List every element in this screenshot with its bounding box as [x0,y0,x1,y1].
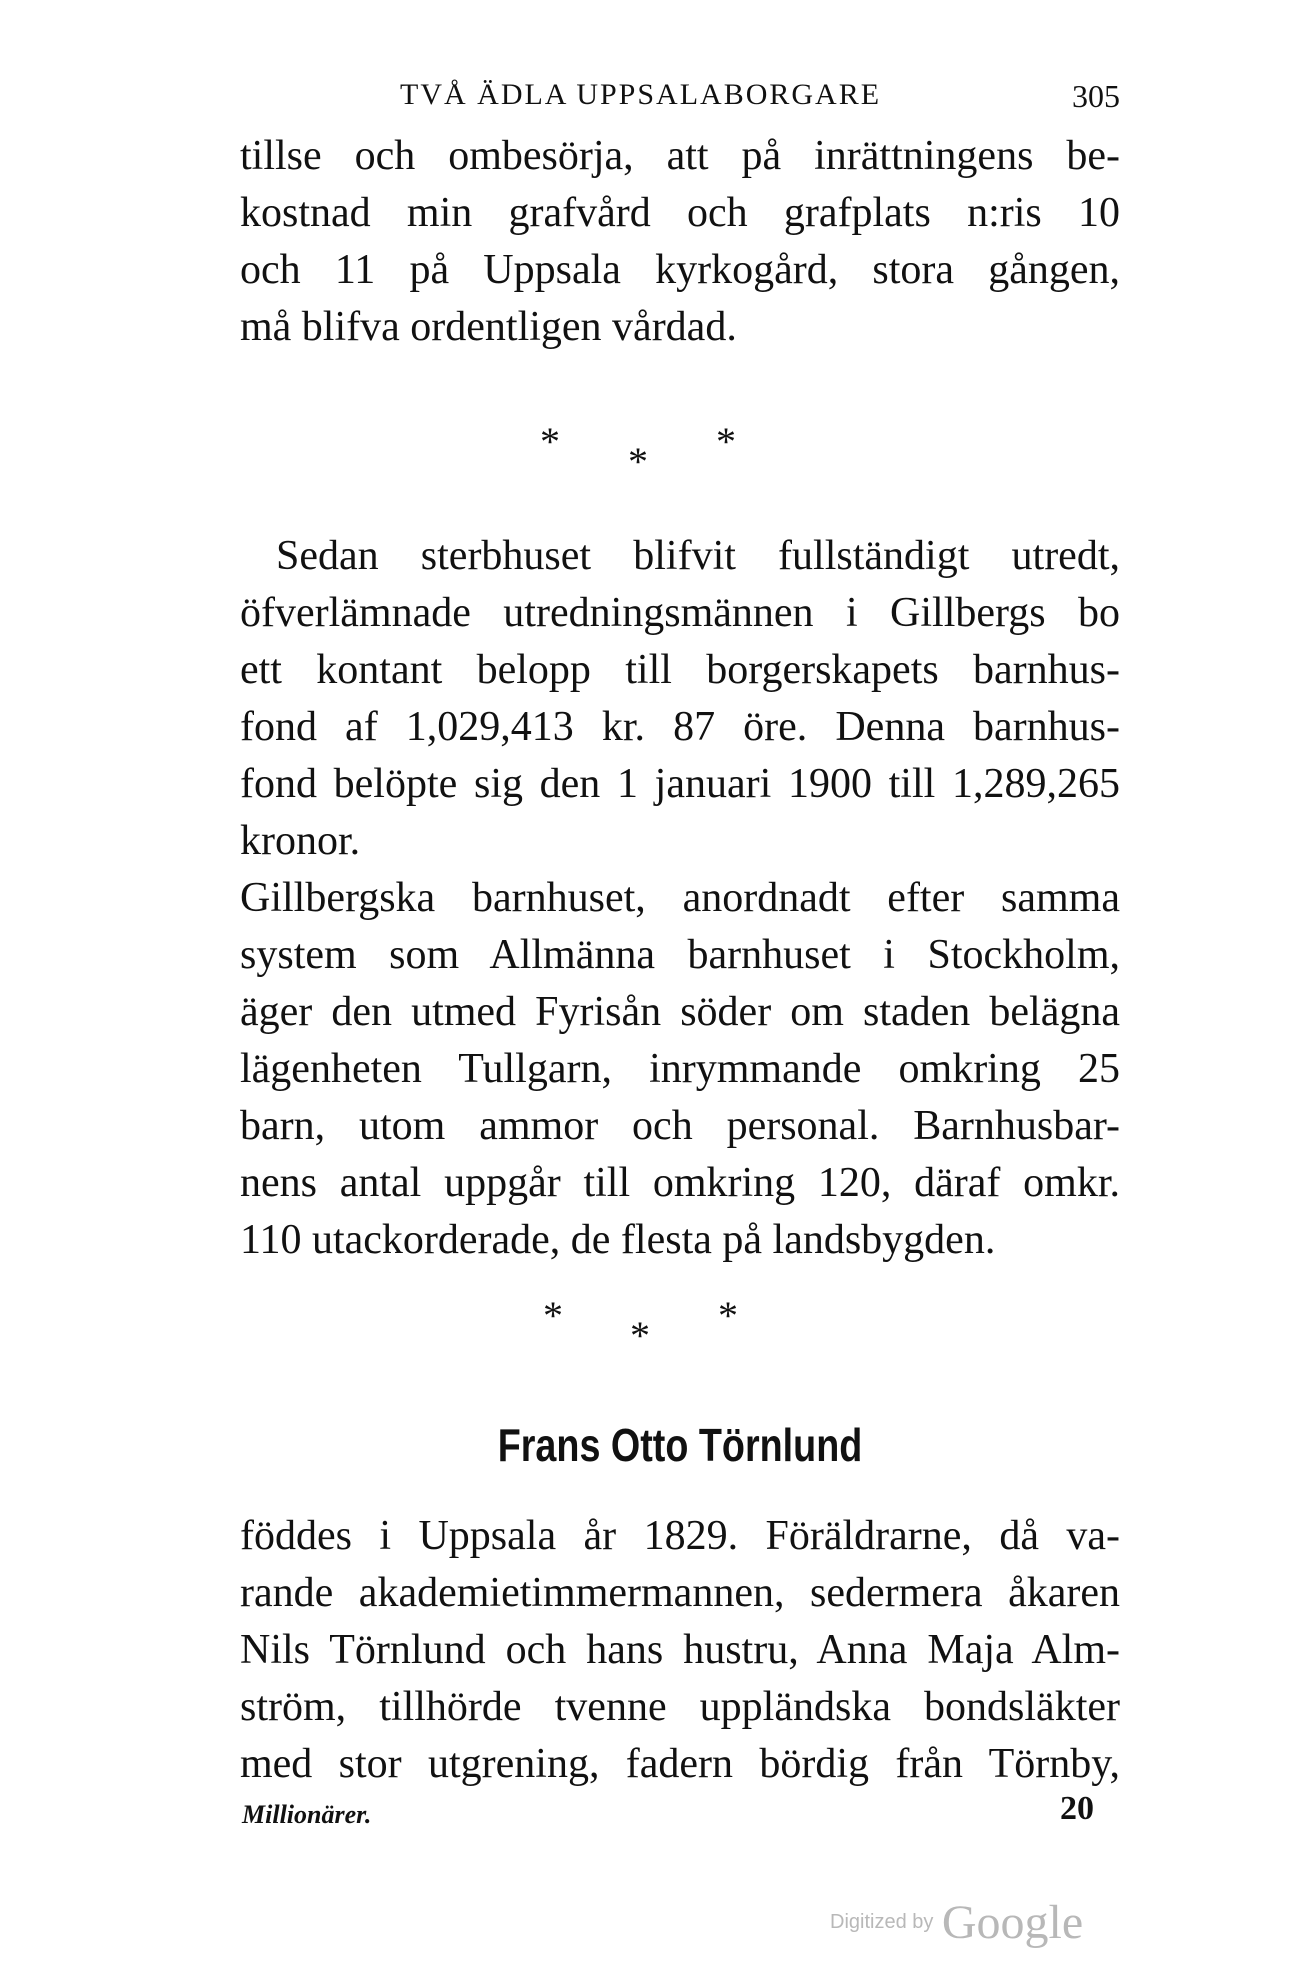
paragraph-3 [240,870,1120,1269]
text-line: äger den utmed Fyrisån söder om staden belägna [240,989,1120,1035]
text-line: Sedan sterbhuset blifvit fullständigt utredt, [276,533,1120,579]
text-line: 110 utackorderade, de flesta på landsbygden. [240,1217,996,1263]
text-line: föddes i Uppsala år 1829. Föräldrarne, då va- [240,1513,1120,1559]
page-number: 305 [1072,78,1120,114]
text-line: fond af 1,029,413 kr. 87 öre. Denna barnhus- [240,704,1120,750]
text-line: må blifva ordentligen vårdad. [240,304,737,350]
asterism-star: * [718,1293,738,1338]
text-line: med stor utgrening, fadern bördig från Törnby, [240,1741,1120,1787]
paragraph-2 [240,528,1120,870]
text-line: lägenheten Tullgarn, inrymmande omkring 25 [240,1046,1120,1092]
text-line: kostnad min grafvård och grafplats n:ris 10 [240,190,1120,236]
text-line: nens antal uppgår till omkring 120, däraf omkr. [240,1160,1120,1206]
asterism-star: * [543,1293,563,1338]
signature-mark: Millionärer. [242,1800,372,1829]
text-line: rande akademietimmermannen, sedermera åkaren [240,1570,1120,1616]
text-line: fond belöpte sig den 1 januari 1900 till 1,289,265 [240,761,1120,807]
running-title: TVÅ ÄDLA UPPSALABORGARE [400,78,882,111]
text-line: ström, tillhörde tvenne uppländska bondsläkter [240,1684,1120,1730]
text-line: ett kontant belopp till borgerskapets barnhus- [240,647,1120,693]
text-line: kronor. [240,818,361,864]
digitized-watermark [830,1895,1083,1950]
running-head [240,78,1120,118]
asterism-star: * [630,1313,650,1358]
paragraph-4 [240,1508,1120,1793]
watermark-brand: Google [941,1896,1084,1949]
section-heading: Frans Otto Törnlund [497,1419,863,1471]
signature-number: 20 [1060,1790,1094,1827]
paragraph-1 [240,128,1120,356]
text-line: tillse och ombesörja, att på inrättningens be- [240,133,1120,179]
text-line: Gillbergska barnhuset, anordnadt efter samma [240,875,1120,921]
asterism-star: * [540,419,560,464]
text-line: barn, utom ammor och personal. Barnhusbar- [240,1103,1120,1149]
text-line: system som Allmänna barnhuset i Stockholm, [240,932,1120,978]
text-line: och 11 på Uppsala kyrkogård, stora gången, [240,247,1120,293]
asterism-star: * [716,419,736,464]
watermark-prefix: Digitized by [830,1911,934,1933]
asterism-star: * [628,439,648,484]
text-line: öfverlämnade utredningsmännen i Gillbergs bo [240,590,1120,636]
text-line: Nils Törnlund och hans hustru, Anna Maja Alm- [240,1627,1120,1673]
